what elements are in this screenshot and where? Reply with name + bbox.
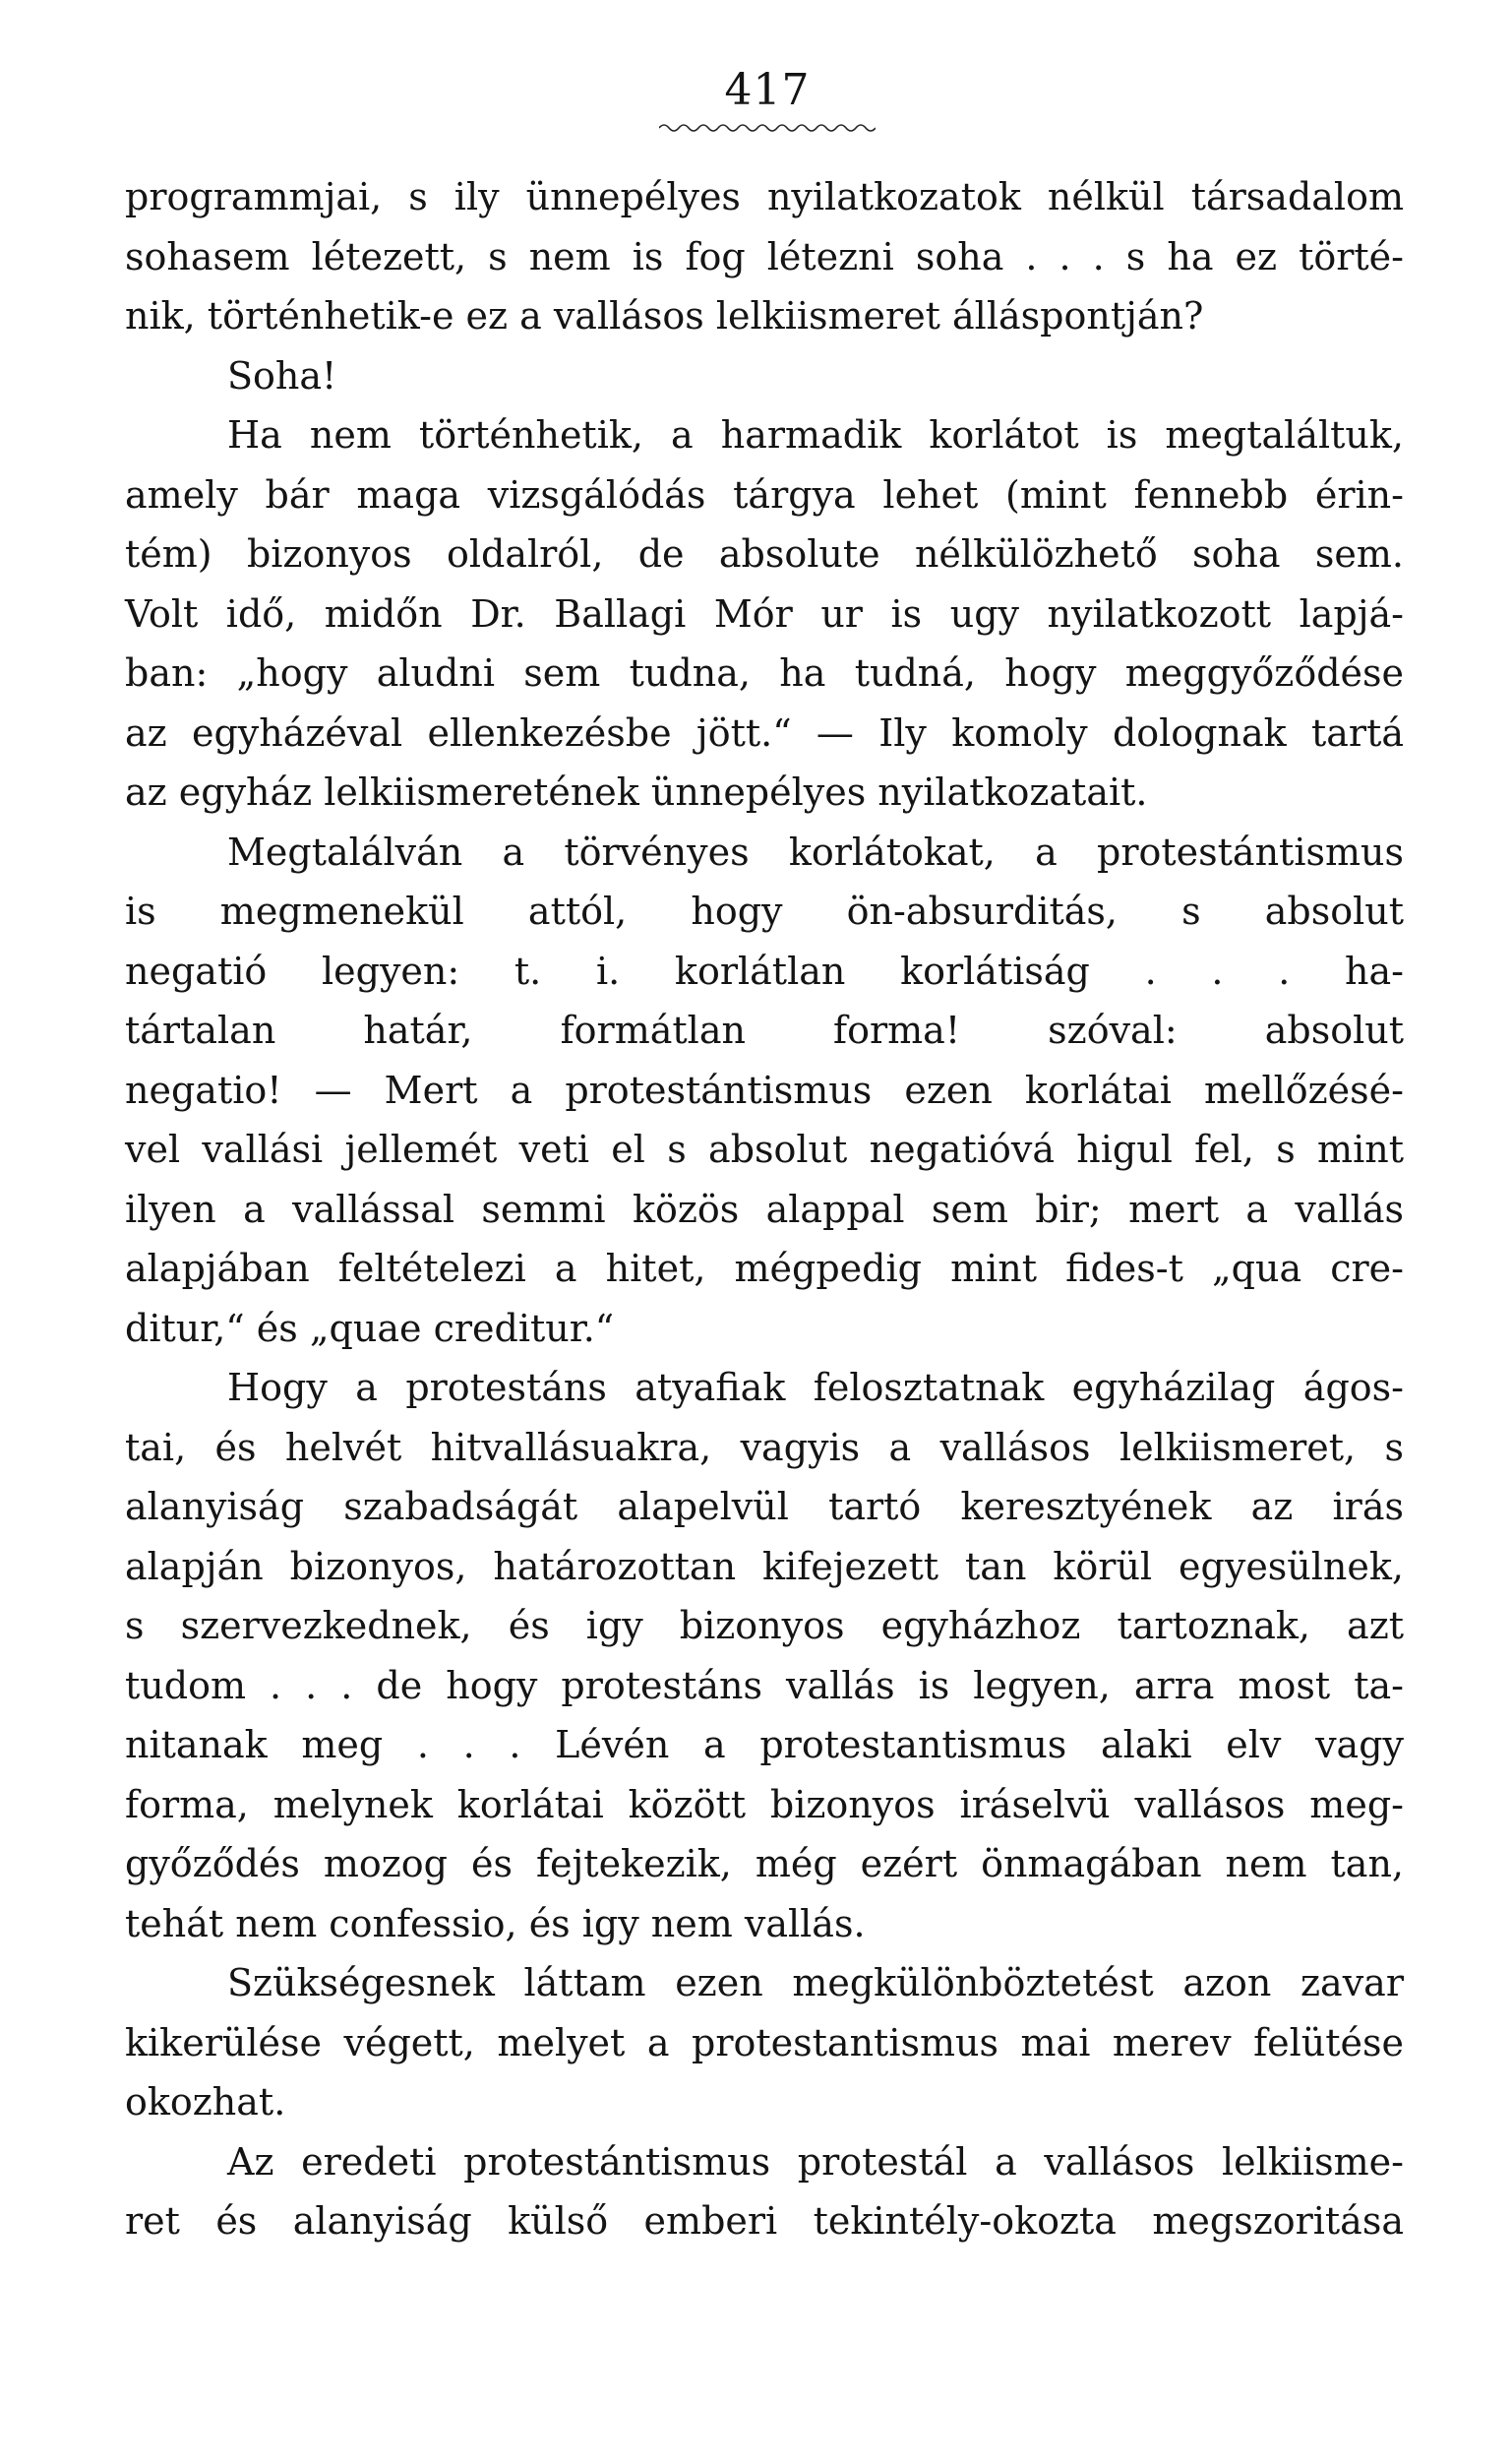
text-line: ret és alanyiság külső emberi tekintély-okozta megszoritása: [125, 2199, 1404, 2243]
text-line: amely bár maga vizsgálódás tárgya lehet (mint fennebb érin-: [125, 472, 1404, 517]
text-line: s szervezkednek, és igy bizonyos egyházhoz tartoznak, azt: [125, 1604, 1404, 1647]
text-line: nitanak meg . . . Lévén a protestantismus alaki elv vagy: [125, 1723, 1404, 1766]
text-line: ditur,“ és „quae creditur.“: [125, 1306, 615, 1350]
text-line: tém) bizonyos oldalról, de absolute nélkülözhető soha sem.: [125, 532, 1404, 576]
text-line: az egyház lelkiismeretének ünnepélyes nyilatkozatait.: [125, 770, 1148, 814]
text-line: alanyiság szabadságát alapelvül tartó keresztyének az irás: [125, 1485, 1404, 1528]
text-line: alapján bizonyos, határozottan kifejezett tan körül egyesülnek,: [125, 1544, 1404, 1588]
text-line: Ha nem történhetik, a harmadik korlátot is megtaláltuk,: [227, 413, 1404, 457]
text-line: forma, melynek korlátai között bizonyos iráselvü vallásos meg-: [125, 1782, 1404, 1826]
text-line: okozhat.: [125, 2080, 286, 2124]
page-number: 417: [724, 65, 811, 115]
text-line: az egyházéval ellenkezésbe jött.“ — Ily komoly dolognak tartá: [125, 710, 1404, 755]
text-line: ilyen a vallással semmi közös alappal sem bir; mert a vallás: [125, 1187, 1404, 1231]
text-line: Volt idő, midőn Dr. Ballagi Mór ur is ugy nyilatkozott lapjá-: [125, 591, 1404, 636]
text-line: is megmenekül attól, hogy ön-absurditás, s absolut: [125, 890, 1404, 933]
body-text: [125, 167, 1404, 2251]
text-line: Soha!: [227, 353, 337, 398]
text-line: tai, és helvét hitvallásuakra, vagyis a vallásos lelkiismeret, s: [125, 1425, 1404, 1469]
text-line: Megtalálván a törvényes korlátokat, a protestántismus: [227, 830, 1404, 874]
text-line: Hogy a protestáns atyafiak felosztatnak egyházilag ágos-: [227, 1366, 1404, 1409]
text-line: Az eredeti protestántismus protestál a vallásos lelkiisme-: [227, 2139, 1404, 2184]
text-line: nik, történhetik-e ez a vallásos lelkiismeret álláspontján?: [125, 294, 1204, 338]
text-line: győződés mozog és fejtekezik, még ezért önmagában nem tan,: [125, 1842, 1404, 1885]
text-line: programmjai, s ily ünnepélyes nyilatkozatok nélkül társadalom: [125, 175, 1404, 218]
wavy-rule-ornament: [659, 120, 876, 132]
text-line: alapjában feltételezi a hitet, mégpedig mint fides-t „qua cre-: [125, 1247, 1404, 1290]
text-line: kikerülése végett, melyet a protestantismus mai merev felütése: [125, 2020, 1404, 2064]
text-line: negatió legyen: t. i. korlátlan korlátiság . . . ha-: [125, 949, 1404, 993]
text-line: sohasem létezett, s nem is fog létezni soha . . . s ha ez törté-: [125, 234, 1404, 278]
text-line: negatio! — Mert a protestántismus ezen korlátai mellőzésé-: [125, 1068, 1404, 1112]
text-line: Szükségesnek láttam ezen megkülönböztetést azon zavar: [227, 1961, 1404, 2004]
text-line: ban: „hogy aludni sem tudna, ha tudná, hogy meggyőződése: [125, 651, 1404, 695]
text-line: tártalan határ, formátlan forma! szóval: absolut: [125, 1009, 1404, 1052]
text-line: vel vallási jellemét veti el s absolut negatióvá higul fel, s mint: [125, 1128, 1404, 1171]
text-line: tudom . . . de hogy protestáns vallás is legyen, arra most ta-: [125, 1663, 1404, 1707]
text-line: tehát nem confessio, és igy nem vallás.: [125, 1901, 866, 1945]
